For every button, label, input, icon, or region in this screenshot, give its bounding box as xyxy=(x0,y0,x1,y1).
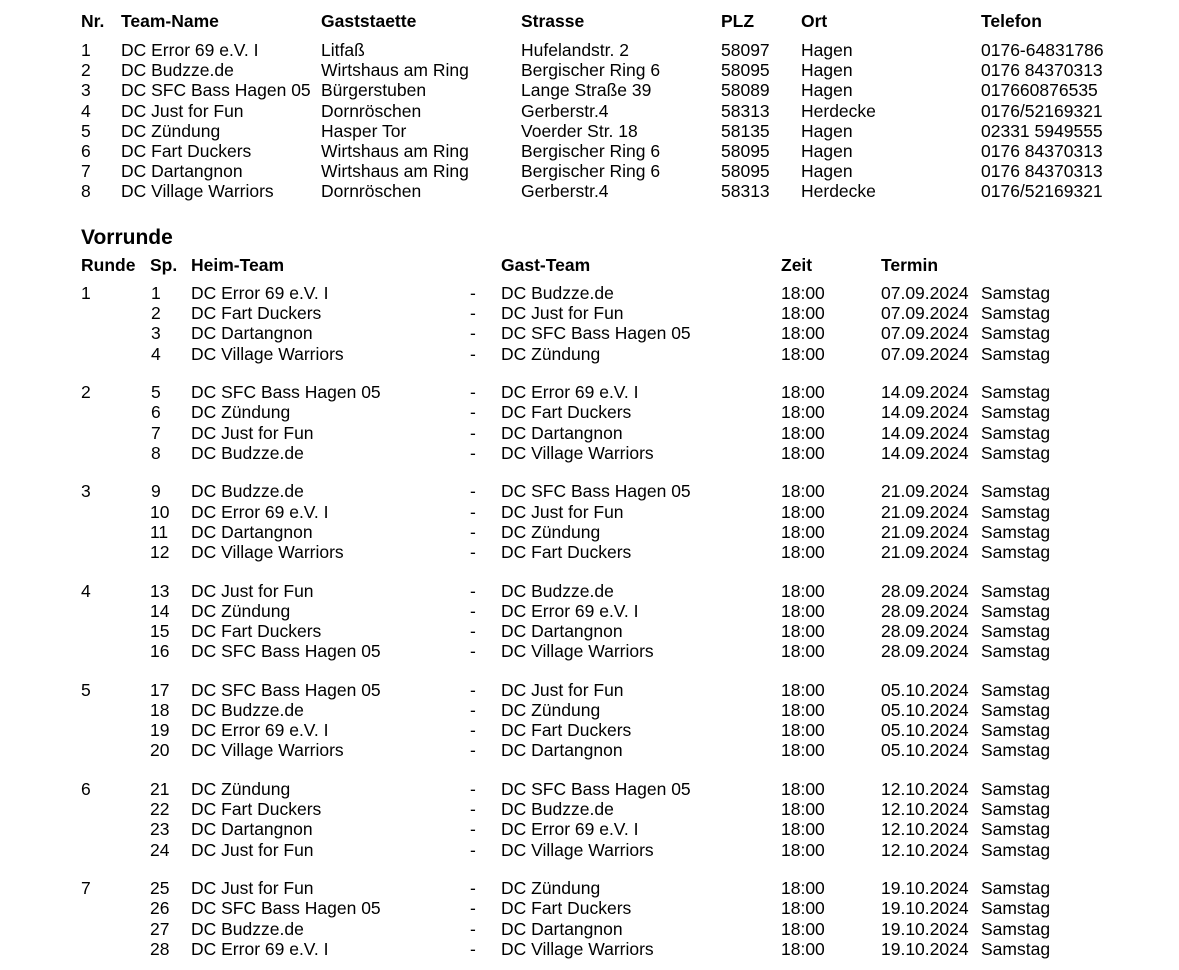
teams-cell-team-name: DC SFC Bass Hagen 05 xyxy=(121,80,311,100)
teams-cell-gaststaette: Dornröschen xyxy=(321,101,422,121)
games-sp: 16 xyxy=(150,641,170,661)
teams-cell-telefon: 0176-64831786 xyxy=(981,40,1104,60)
games-heim-team: DC SFC Bass Hagen 05 xyxy=(191,382,381,402)
teams-cell-team-name: DC Just for Fun xyxy=(121,101,244,121)
games-zeit: 18:00 xyxy=(781,919,825,939)
teams-cell-plz: 58313 xyxy=(721,181,770,201)
games-sp: 25 xyxy=(150,878,170,898)
games-heim-team: DC Budzze.de xyxy=(191,919,304,939)
games-termin-day: Samstag xyxy=(981,344,1051,364)
games-sp: 3 xyxy=(151,323,161,343)
games-termin-date: 21.09.2024 xyxy=(881,522,969,542)
games-zeit: 18:00 xyxy=(781,522,825,542)
games-heim-team: DC Village Warriors xyxy=(191,542,344,562)
teams-cell-team-name: DC Budzze.de xyxy=(121,60,234,80)
games-sp: 14 xyxy=(150,601,170,621)
games-termin-date: 05.10.2024 xyxy=(881,680,969,700)
teams-cell-strasse: Voerder Str. 18 xyxy=(521,121,638,141)
games-separator: - xyxy=(470,581,476,601)
games-heim-team: DC Dartangnon xyxy=(191,522,313,542)
games-heim-team: DC Zündung xyxy=(191,402,291,422)
games-heim-team: DC Just for Fun xyxy=(191,581,314,601)
games-sp: 20 xyxy=(150,740,170,760)
games-termin-day: Samstag xyxy=(981,621,1051,641)
games-gast-team: DC SFC Bass Hagen 05 xyxy=(501,323,691,343)
games-termin-date: 12.10.2024 xyxy=(881,799,969,819)
games-termin-day: Samstag xyxy=(981,423,1051,443)
teams-cell-gaststaette: Wirtshaus am Ring xyxy=(321,161,469,181)
games-separator: - xyxy=(470,481,476,501)
games-sp: 8 xyxy=(151,443,161,463)
games-termin-day: Samstag xyxy=(981,481,1051,501)
games-termin-date: 28.09.2024 xyxy=(881,641,969,661)
games-heim-team: DC Error 69 e.V. I xyxy=(191,720,329,740)
games-termin-date: 07.09.2024 xyxy=(881,283,969,303)
section-title: Vorrunde xyxy=(81,226,173,249)
games-gast-team: DC Village Warriors xyxy=(501,939,654,959)
games-termin-day: Samstag xyxy=(981,919,1051,939)
games-termin-date: 19.10.2024 xyxy=(881,878,969,898)
games-zeit: 18:00 xyxy=(781,382,825,402)
games-zeit: 18:00 xyxy=(781,502,825,522)
games-zeit: 18:00 xyxy=(781,402,825,422)
teams-cell-plz: 58135 xyxy=(721,121,770,141)
games-runde: 7 xyxy=(81,878,91,898)
games-sp: 21 xyxy=(150,779,170,799)
games-termin-day: Samstag xyxy=(981,283,1051,303)
games-heim-team: DC Village Warriors xyxy=(191,344,344,364)
games-zeit: 18:00 xyxy=(781,323,825,343)
games-sp: 28 xyxy=(150,939,170,959)
games-sp: 19 xyxy=(150,720,170,740)
games-sp: 1 xyxy=(151,283,161,303)
games-heim-team: DC SFC Bass Hagen 05 xyxy=(191,680,381,700)
games-zeit: 18:00 xyxy=(781,542,825,562)
games-heim-team: DC Fart Duckers xyxy=(191,303,322,323)
games-separator: - xyxy=(470,443,476,463)
games-gast-team: DC Error 69 e.V. I xyxy=(501,601,639,621)
games-heim-team: DC Zündung xyxy=(191,779,291,799)
games-zeit: 18:00 xyxy=(781,283,825,303)
games-gast-team: DC Zündung xyxy=(501,700,601,720)
games-termin-day: Samstag xyxy=(981,581,1051,601)
teams-cell-nr: 3 xyxy=(81,80,91,100)
games-termin-date: 28.09.2024 xyxy=(881,581,969,601)
games-termin-date: 12.10.2024 xyxy=(881,779,969,799)
games-termin-day: Samstag xyxy=(981,641,1051,661)
teams-cell-telefon: 0176 84370313 xyxy=(981,141,1103,161)
games-runde: 5 xyxy=(81,680,91,700)
games-heim-team: DC Budzze.de xyxy=(191,481,304,501)
teams-cell-team-name: DC Fart Duckers xyxy=(121,141,252,161)
games-gast-team: DC Dartangnon xyxy=(501,621,623,641)
games-sp: 2 xyxy=(151,303,161,323)
games-separator: - xyxy=(470,919,476,939)
games-sp: 4 xyxy=(151,344,161,364)
games-separator: - xyxy=(470,878,476,898)
games-zeit: 18:00 xyxy=(781,898,825,918)
games-termin-day: Samstag xyxy=(981,799,1051,819)
teams-cell-nr: 6 xyxy=(81,141,91,161)
games-termin-day: Samstag xyxy=(981,720,1051,740)
games-gast-team: DC Dartangnon xyxy=(501,919,623,939)
teams-cell-team-name: DC Error 69 e.V. I xyxy=(121,40,259,60)
teams-cell-plz: 58089 xyxy=(721,80,770,100)
teams-cell-plz: 58095 xyxy=(721,60,770,80)
teams-header-strasse: Strasse xyxy=(521,11,585,31)
games-termin-day: Samstag xyxy=(981,443,1051,463)
games-termin-day: Samstag xyxy=(981,878,1051,898)
games-zeit: 18:00 xyxy=(781,581,825,601)
games-termin-date: 12.10.2024 xyxy=(881,819,969,839)
teams-cell-team-name: DC Village Warriors xyxy=(121,181,274,201)
games-separator: - xyxy=(470,344,476,364)
games-zeit: 18:00 xyxy=(781,700,825,720)
games-zeit: 18:00 xyxy=(781,840,825,860)
games-heim-team: DC Error 69 e.V. I xyxy=(191,939,329,959)
games-termin-day: Samstag xyxy=(981,700,1051,720)
teams-cell-ort: Hagen xyxy=(801,141,853,161)
teams-cell-strasse: Gerberstr.4 xyxy=(521,181,609,201)
games-sp: 10 xyxy=(150,502,170,522)
games-termin-date: 21.09.2024 xyxy=(881,542,969,562)
games-heim-team: DC Dartangnon xyxy=(191,323,313,343)
games-gast-team: DC Budzze.de xyxy=(501,581,614,601)
teams-cell-telefon: 0176 84370313 xyxy=(981,60,1103,80)
games-termin-date: 14.09.2024 xyxy=(881,443,969,463)
games-termin-day: Samstag xyxy=(981,840,1051,860)
games-sp: 6 xyxy=(151,402,161,422)
games-termin-day: Samstag xyxy=(981,522,1051,542)
games-heim-team: DC Budzze.de xyxy=(191,443,304,463)
teams-cell-team-name: DC Dartangnon xyxy=(121,161,243,181)
games-sp: 11 xyxy=(150,522,169,542)
games-separator: - xyxy=(470,799,476,819)
teams-cell-nr: 7 xyxy=(81,161,91,181)
games-heim-team: DC Error 69 e.V. I xyxy=(191,283,329,303)
games-termin-day: Samstag xyxy=(981,819,1051,839)
games-termin-date: 07.09.2024 xyxy=(881,323,969,343)
games-gast-team: DC Just for Fun xyxy=(501,303,624,323)
games-sp: 5 xyxy=(151,382,161,402)
teams-cell-ort: Herdecke xyxy=(801,181,876,201)
teams-cell-telefon: 017660876535 xyxy=(981,80,1098,100)
games-sp: 26 xyxy=(150,898,170,918)
games-heim-team: DC Just for Fun xyxy=(191,423,314,443)
teams-cell-nr: 8 xyxy=(81,181,91,201)
games-zeit: 18:00 xyxy=(781,799,825,819)
games-separator: - xyxy=(470,641,476,661)
games-sp: 9 xyxy=(151,481,161,501)
games-separator: - xyxy=(470,502,476,522)
games-termin-day: Samstag xyxy=(981,939,1051,959)
games-heim-team: DC Budzze.de xyxy=(191,700,304,720)
games-gast-team: DC Just for Fun xyxy=(501,502,624,522)
games-termin-day: Samstag xyxy=(981,542,1051,562)
teams-cell-team-name: DC Zündung xyxy=(121,121,221,141)
games-termin-day: Samstag xyxy=(981,779,1051,799)
teams-cell-nr: 2 xyxy=(81,60,91,80)
games-zeit: 18:00 xyxy=(781,344,825,364)
teams-cell-ort: Hagen xyxy=(801,121,853,141)
games-gast-team: DC Fart Duckers xyxy=(501,542,632,562)
games-separator: - xyxy=(470,601,476,621)
teams-header-team-name: Team-Name xyxy=(121,11,219,31)
games-gast-team: DC Error 69 e.V. I xyxy=(501,382,639,402)
games-termin-day: Samstag xyxy=(981,680,1051,700)
teams-cell-strasse: Bergischer Ring 6 xyxy=(521,60,661,80)
games-header-termin: Termin xyxy=(881,255,939,275)
games-termin-date: 14.09.2024 xyxy=(881,423,969,443)
games-termin-date: 19.10.2024 xyxy=(881,939,969,959)
games-zeit: 18:00 xyxy=(781,819,825,839)
games-zeit: 18:00 xyxy=(781,740,825,760)
games-heim-team: DC Just for Fun xyxy=(191,878,314,898)
teams-cell-telefon: 02331 5949555 xyxy=(981,121,1103,141)
teams-cell-strasse: Bergischer Ring 6 xyxy=(521,161,661,181)
games-termin-date: 12.10.2024 xyxy=(881,840,969,860)
games-termin-day: Samstag xyxy=(981,502,1051,522)
games-heim-team: DC SFC Bass Hagen 05 xyxy=(191,898,381,918)
teams-cell-gaststaette: Bürgerstuben xyxy=(321,80,427,100)
games-separator: - xyxy=(470,939,476,959)
games-termin-date: 07.09.2024 xyxy=(881,344,969,364)
games-termin-date: 28.09.2024 xyxy=(881,601,969,621)
games-separator: - xyxy=(470,303,476,323)
games-gast-team: DC SFC Bass Hagen 05 xyxy=(501,481,691,501)
games-termin-date: 28.09.2024 xyxy=(881,621,969,641)
teams-cell-plz: 58097 xyxy=(721,40,770,60)
games-gast-team: DC Just for Fun xyxy=(501,680,624,700)
games-header-gast-team: Gast-Team xyxy=(501,255,591,275)
games-header-sp: Sp. xyxy=(150,255,178,275)
games-separator: - xyxy=(470,680,476,700)
games-sp: 15 xyxy=(150,621,170,641)
games-gast-team: DC Budzze.de xyxy=(501,799,614,819)
games-zeit: 18:00 xyxy=(781,303,825,323)
teams-cell-strasse: Lange Straße 39 xyxy=(521,80,652,100)
games-zeit: 18:00 xyxy=(781,878,825,898)
teams-cell-plz: 58095 xyxy=(721,161,770,181)
games-heim-team: DC Just for Fun xyxy=(191,840,314,860)
games-gast-team: DC Village Warriors xyxy=(501,443,654,463)
games-runde: 1 xyxy=(81,283,91,303)
games-separator: - xyxy=(470,840,476,860)
teams-cell-ort: Hagen xyxy=(801,40,853,60)
games-termin-date: 19.10.2024 xyxy=(881,898,969,918)
games-separator: - xyxy=(470,898,476,918)
games-zeit: 18:00 xyxy=(781,641,825,661)
games-termin-date: 19.10.2024 xyxy=(881,919,969,939)
games-termin-date: 14.09.2024 xyxy=(881,382,969,402)
games-zeit: 18:00 xyxy=(781,481,825,501)
teams-cell-gaststaette: Wirtshaus am Ring xyxy=(321,141,469,161)
games-runde: 6 xyxy=(81,779,91,799)
games-separator: - xyxy=(470,283,476,303)
games-termin-day: Samstag xyxy=(981,323,1051,343)
teams-cell-strasse: Gerberstr.4 xyxy=(521,101,609,121)
games-termin-date: 21.09.2024 xyxy=(881,502,969,522)
games-gast-team: DC Dartangnon xyxy=(501,423,623,443)
games-zeit: 18:00 xyxy=(781,621,825,641)
games-sp: 12 xyxy=(150,542,170,562)
games-gast-team: DC Zündung xyxy=(501,522,601,542)
teams-cell-ort: Herdecke xyxy=(801,101,876,121)
teams-cell-ort: Hagen xyxy=(801,60,853,80)
games-heim-team: DC Fart Duckers xyxy=(191,621,322,641)
games-separator: - xyxy=(470,323,476,343)
teams-cell-nr: 1 xyxy=(81,40,91,60)
games-heim-team: DC Error 69 e.V. I xyxy=(191,502,329,522)
teams-header-telefon: Telefon xyxy=(981,11,1042,31)
teams-header-ort: Ort xyxy=(801,11,828,31)
games-heim-team: DC Village Warriors xyxy=(191,740,344,760)
games-termin-day: Samstag xyxy=(981,740,1051,760)
games-separator: - xyxy=(470,522,476,542)
games-sp: 24 xyxy=(150,840,170,860)
games-separator: - xyxy=(470,423,476,443)
teams-header-gaststaette: Gaststaette xyxy=(321,11,417,31)
teams-cell-telefon: 0176/52169321 xyxy=(981,181,1103,201)
games-header-heim-team: Heim-Team xyxy=(191,255,285,275)
games-runde: 2 xyxy=(81,382,91,402)
teams-cell-gaststaette: Litfaß xyxy=(321,40,365,60)
games-header-zeit: Zeit xyxy=(781,255,813,275)
games-sp: 13 xyxy=(150,581,170,601)
games-separator: - xyxy=(470,740,476,760)
games-heim-team: DC Dartangnon xyxy=(191,819,313,839)
games-zeit: 18:00 xyxy=(781,601,825,621)
games-gast-team: DC Fart Duckers xyxy=(501,720,632,740)
teams-cell-plz: 58313 xyxy=(721,101,770,121)
games-termin-date: 07.09.2024 xyxy=(881,303,969,323)
teams-cell-gaststaette: Hasper Tor xyxy=(321,121,407,141)
games-termin-date: 14.09.2024 xyxy=(881,402,969,422)
games-sp: 17 xyxy=(150,680,170,700)
games-gast-team: DC Budzze.de xyxy=(501,283,614,303)
games-zeit: 18:00 xyxy=(781,423,825,443)
games-gast-team: DC SFC Bass Hagen 05 xyxy=(501,779,691,799)
games-termin-day: Samstag xyxy=(981,601,1051,621)
teams-cell-strasse: Hufelandstr. 2 xyxy=(521,40,629,60)
teams-cell-nr: 5 xyxy=(81,121,91,141)
games-separator: - xyxy=(470,779,476,799)
games-runde: 3 xyxy=(81,481,91,501)
games-zeit: 18:00 xyxy=(781,443,825,463)
games-sp: 23 xyxy=(150,819,170,839)
games-termin-date: 05.10.2024 xyxy=(881,740,969,760)
games-zeit: 18:00 xyxy=(781,680,825,700)
teams-header-plz: PLZ xyxy=(721,11,755,31)
games-separator: - xyxy=(470,720,476,740)
games-heim-team: DC Fart Duckers xyxy=(191,799,322,819)
teams-cell-ort: Hagen xyxy=(801,80,853,100)
teams-cell-gaststaette: Wirtshaus am Ring xyxy=(321,60,469,80)
games-sp: 7 xyxy=(151,423,161,443)
games-termin-day: Samstag xyxy=(981,402,1051,422)
games-gast-team: DC Village Warriors xyxy=(501,641,654,661)
games-gast-team: DC Fart Duckers xyxy=(501,898,632,918)
games-heim-team: DC SFC Bass Hagen 05 xyxy=(191,641,381,661)
games-separator: - xyxy=(470,382,476,402)
teams-cell-ort: Hagen xyxy=(801,161,853,181)
games-gast-team: DC Error 69 e.V. I xyxy=(501,819,639,839)
games-heim-team: DC Zündung xyxy=(191,601,291,621)
teams-cell-nr: 4 xyxy=(81,101,91,121)
games-separator: - xyxy=(470,819,476,839)
games-runde: 4 xyxy=(81,581,91,601)
games-separator: - xyxy=(470,542,476,562)
games-sp: 22 xyxy=(150,799,170,819)
games-separator: - xyxy=(470,402,476,422)
teams-cell-telefon: 0176/52169321 xyxy=(981,101,1103,121)
teams-cell-gaststaette: Dornröschen xyxy=(321,181,422,201)
games-sp: 18 xyxy=(150,700,170,720)
games-termin-date: 05.10.2024 xyxy=(881,720,969,740)
games-gast-team: DC Dartangnon xyxy=(501,740,623,760)
teams-header-nr: Nr. xyxy=(81,11,105,31)
games-separator: - xyxy=(470,700,476,720)
games-gast-team: DC Zündung xyxy=(501,344,601,364)
games-termin-date: 21.09.2024 xyxy=(881,481,969,501)
games-gast-team: DC Village Warriors xyxy=(501,840,654,860)
games-zeit: 18:00 xyxy=(781,779,825,799)
games-separator: - xyxy=(470,621,476,641)
teams-cell-telefon: 0176 84370313 xyxy=(981,161,1103,181)
teams-cell-plz: 58095 xyxy=(721,141,770,161)
games-zeit: 18:00 xyxy=(781,939,825,959)
games-gast-team: DC Zündung xyxy=(501,878,601,898)
games-termin-day: Samstag xyxy=(981,303,1051,323)
games-termin-day: Samstag xyxy=(981,898,1051,918)
teams-cell-strasse: Bergischer Ring 6 xyxy=(521,141,661,161)
games-gast-team: DC Fart Duckers xyxy=(501,402,632,422)
games-header-runde: Runde xyxy=(81,255,136,275)
games-termin-day: Samstag xyxy=(981,382,1051,402)
games-sp: 27 xyxy=(150,919,170,939)
games-zeit: 18:00 xyxy=(781,720,825,740)
games-termin-date: 05.10.2024 xyxy=(881,700,969,720)
